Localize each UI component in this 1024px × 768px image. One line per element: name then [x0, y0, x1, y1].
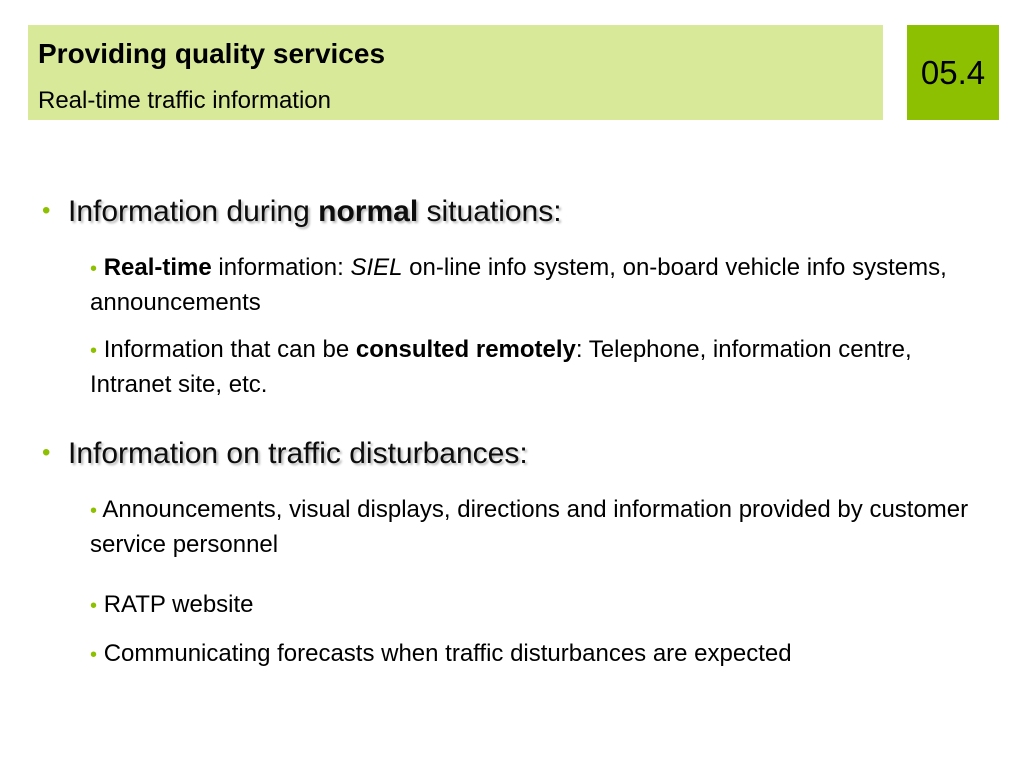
list-item-announcements — [90, 493, 970, 561]
heading-text: situations: — [418, 195, 562, 228]
slide-title: Providing quality services — [38, 38, 386, 69]
item-emphasis: consulted remotely — [355, 336, 576, 363]
bullet-icon: • — [90, 595, 98, 617]
bullet-icon: • — [90, 340, 98, 362]
bullet-icon: • — [90, 500, 98, 522]
heading-emphasis: normal — [318, 195, 419, 228]
bullet-icon: • — [90, 644, 98, 666]
item-text: Communicating forecasts when traffic disturbances are expected — [103, 640, 792, 667]
list-item-realtime — [90, 251, 970, 319]
item-italic: SIEL — [350, 254, 403, 281]
list-item-forecasts — [90, 637, 970, 672]
bullet-icon: • — [42, 197, 51, 224]
item-emphasis: Real-time — [103, 254, 212, 281]
item-text: on-line info system, on-board vehicle info systems, announcements — [90, 254, 947, 316]
item-text: Information that can be — [103, 336, 356, 363]
slide-subtitle: Real-time traffic information — [38, 87, 331, 114]
bullet-icon: • — [90, 258, 98, 280]
section-number-badge: 05.4 — [907, 25, 999, 120]
heading-text: Information on traffic disturbances: — [68, 437, 528, 470]
section-heading-normal — [42, 195, 562, 229]
list-item-website — [90, 588, 970, 623]
item-text: information: — [211, 254, 351, 281]
item-text: RATP website — [103, 591, 254, 618]
list-item-remote — [90, 333, 970, 401]
item-text: Announcements, visual displays, directions and information provided by customer service personnel — [90, 496, 969, 558]
bullet-icon: • — [42, 439, 51, 466]
heading-text: Information during — [68, 195, 319, 228]
section-heading-disturbances — [42, 437, 528, 471]
item-text: : Telephone, information centre, Intranet site, etc. — [90, 336, 912, 398]
